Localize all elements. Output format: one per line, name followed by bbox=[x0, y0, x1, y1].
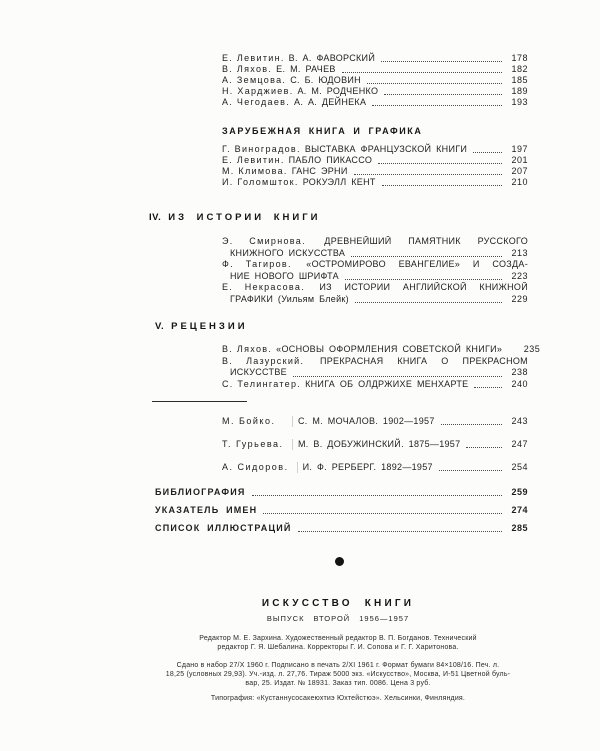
entry-author: М. Бойко. bbox=[222, 416, 276, 426]
entry-author: В. Ляхов. bbox=[222, 64, 273, 74]
subsection-heading-foreign-books: ЗАРУБЕЖНАЯ КНИГА И ГРАФИКА bbox=[222, 126, 423, 136]
toc-entry bbox=[222, 416, 528, 427]
colophon-editors-line-2: редактор Г. Я. Шебалина. Корректоры Г. И. Сопова и Г. Г. Харитонова. bbox=[217, 644, 459, 651]
toc-entry bbox=[222, 462, 528, 473]
entry-author: В. Лазурский. bbox=[222, 355, 305, 366]
entry-title: М. В. ДОБУЖИНСКИЙ. 1875—1957 bbox=[292, 439, 460, 450]
dot-leader bbox=[381, 61, 502, 62]
colophon-editors-line-1: Редактор М. Е. Зархина. Художественный редактор В. П. Богданов. Технический bbox=[199, 635, 477, 642]
colophon-print-line-2: 18,25 (условных 29,93). Уч.-изд. л. 27,76. Тираж 5000 экз. «Искусство», Москва, И-51 Цветной буль- bbox=[165, 671, 511, 678]
entry-page-number: 201 bbox=[511, 155, 528, 165]
entry-author: А. Сидоров. bbox=[222, 462, 289, 472]
entry-author: А. Чегодаев. bbox=[222, 97, 291, 107]
entry-title: Е. М. РАЧЕВ bbox=[276, 64, 336, 74]
toc-entry bbox=[222, 177, 528, 188]
toc-entry bbox=[222, 64, 528, 75]
entry-author: И. Голомшток. bbox=[222, 177, 299, 187]
dot-leader bbox=[441, 424, 502, 425]
entry-author: А. Земцова. bbox=[222, 75, 287, 85]
entry-page-number: 229 bbox=[511, 293, 528, 304]
entry-title: В. А. ФАВОРСКИЙ bbox=[288, 53, 376, 63]
toc-entry bbox=[222, 75, 528, 86]
backmatter-label: УКАЗАТЕЛЬ ИМЕН bbox=[155, 505, 258, 515]
section-heading-v bbox=[155, 321, 248, 332]
entry-page-number: 210 bbox=[511, 177, 528, 187]
toc-entry bbox=[155, 523, 528, 534]
toc-entry-twoline bbox=[222, 236, 528, 259]
entry-page-number: 193 bbox=[511, 97, 528, 107]
entry-first-line bbox=[222, 259, 528, 271]
separator-dot bbox=[335, 557, 344, 566]
entry-author: Н. Харджиев. bbox=[222, 86, 294, 96]
dot-leader bbox=[378, 163, 502, 164]
entry-title: ВЫСТАВКА ФРАНЦУЗСКОЙ КНИГИ bbox=[304, 144, 468, 154]
entry-page-number: 197 bbox=[511, 144, 528, 154]
entry-title: А. А. ДЕЙНЕКА bbox=[294, 97, 367, 107]
toc-entry-twoline bbox=[222, 356, 528, 379]
entry-title: С. М. МОЧАЛОВ. 1902—1957 bbox=[292, 416, 435, 427]
dot-leader bbox=[466, 447, 502, 448]
section-heading-iv bbox=[149, 212, 320, 223]
entry-page-number: 238 bbox=[511, 367, 528, 377]
dot-leader bbox=[355, 302, 502, 303]
entry-title: И. Ф. РЕРБЕРГ. 1892—1957 bbox=[297, 462, 433, 473]
toc-group-3 bbox=[222, 236, 528, 305]
entry-page-number: 235 bbox=[523, 344, 541, 354]
entry-first-line bbox=[222, 282, 528, 294]
entry-title: КНИГА ОБ ОЛДРЖИХЕ МЕНХАРТЕ bbox=[305, 378, 469, 389]
entry-first-line bbox=[222, 356, 528, 368]
colophon-editors bbox=[148, 634, 528, 652]
entry-first-line bbox=[222, 236, 528, 248]
entry-title: ДРЕВНЕЙШИЙ ПАМЯТНИК РУССКОГО bbox=[324, 236, 528, 246]
entry-second-line bbox=[222, 248, 528, 260]
dot-leader bbox=[372, 105, 502, 106]
entry-page-number: 240 bbox=[511, 378, 528, 389]
toc-entry bbox=[222, 86, 528, 97]
entry-title-continuation: ИСКУССТВЕ bbox=[230, 367, 287, 377]
entry-title-continuation: КНИЖНОГО ИСКУССТВА bbox=[230, 247, 346, 258]
entry-second-line bbox=[222, 271, 528, 283]
entry-author: Е. Некрасова. bbox=[222, 282, 305, 292]
entry-author: Е. Левитин. bbox=[222, 155, 285, 165]
entry-page-number: 207 bbox=[511, 166, 528, 176]
toc-entry bbox=[222, 155, 528, 166]
entry-page-number: 178 bbox=[511, 53, 528, 63]
entry-second-line bbox=[222, 294, 528, 306]
book-subtitle: ВЫПУСК ВТОРОЙ 1956—1957 bbox=[266, 614, 410, 623]
entry-title: РОКУЭЛЛ КЕНТ bbox=[302, 177, 376, 187]
entry-title: «ОСНОВЫ ОФОРМЛЕНИЯ СОВЕТСКОЙ КНИГИ» bbox=[276, 344, 503, 354]
entry-title-continuation: НИЕ НОВОГО ШРИФТА bbox=[230, 270, 339, 281]
toc-entry bbox=[222, 344, 541, 356]
entry-title: ГАНС ЭРНИ bbox=[291, 166, 348, 176]
dot-leader bbox=[252, 495, 502, 496]
entry-title: «ОСТРОМИРОВО ЕВАНГЕЛИЕ» И СОЗДА- bbox=[306, 259, 528, 269]
entry-page-number: 213 bbox=[511, 247, 528, 258]
backmatter-label: БИБЛИОГРАФИЯ bbox=[155, 487, 246, 497]
toc-entry-twoline bbox=[222, 282, 528, 305]
dot-leader bbox=[439, 470, 502, 471]
dot-leader bbox=[351, 256, 502, 257]
colophon-print-line-3: вар, 25. Издат. № 18931. Заказ тип. 0086. Цена 3 руб. bbox=[245, 680, 431, 687]
dot-leader bbox=[263, 513, 502, 514]
backmatter-label: СПИСОК ИЛЛЮСТРАЦИЙ bbox=[155, 523, 292, 533]
toc-entry bbox=[222, 166, 528, 177]
entry-page-number: 243 bbox=[511, 416, 528, 426]
entry-second-line bbox=[222, 367, 528, 379]
entry-title-continuation: ГРАФИКИ (Уильям Блейк) bbox=[230, 293, 349, 304]
dot-leader bbox=[474, 387, 502, 388]
toc-entry bbox=[222, 144, 528, 155]
entry-page-number: 285 bbox=[511, 523, 528, 533]
colophon-typography: Типография: «Кустаннусосакеюхтиэ Юхтейстюэ». Хельсинки, Финляндия. bbox=[210, 695, 466, 702]
entry-page-number: 259 bbox=[511, 487, 528, 497]
entry-author: М. Климова. bbox=[222, 166, 288, 176]
entry-author: Е. Левитин. bbox=[222, 53, 285, 63]
toc-entry bbox=[222, 97, 528, 108]
entry-title: А. М. РОДЧЕНКО bbox=[297, 86, 379, 96]
dot-leader bbox=[382, 185, 502, 186]
entry-author: В. Ляхов. bbox=[222, 344, 273, 354]
entry-author: Т. Гурьева. bbox=[222, 439, 284, 449]
toc-entry bbox=[155, 505, 528, 516]
entry-page-number: 185 bbox=[511, 75, 528, 85]
dot-leader bbox=[473, 152, 502, 153]
toc-backmatter bbox=[155, 487, 528, 541]
toc-entry bbox=[222, 439, 528, 450]
toc-group-1 bbox=[222, 53, 528, 108]
toc-entry bbox=[222, 379, 528, 391]
entry-page-number: 247 bbox=[511, 439, 528, 449]
toc-group-4 bbox=[222, 344, 541, 390]
toc-entry bbox=[155, 487, 528, 498]
section-label: РЕЦЕНЗИИ bbox=[171, 321, 248, 332]
toc-group-memorial bbox=[222, 416, 528, 485]
dot-leader bbox=[298, 531, 502, 532]
dot-leader bbox=[354, 174, 502, 175]
colophon-print-line-1: Сдано в набор 27/X 1960 г. Подписано в печать 2/XI 1961 г. Формат бумаги 84×108/16. Печ. л. bbox=[176, 662, 500, 669]
entry-page-number: 182 bbox=[511, 64, 528, 74]
section-label: ИЗ ИСТОРИИ КНИГИ bbox=[168, 212, 321, 223]
entry-title: ПРЕКРАСНАЯ КНИГА О ПРЕКРАСНОМ bbox=[319, 355, 528, 366]
entry-page-number: 254 bbox=[511, 462, 528, 472]
toc-entry bbox=[222, 53, 528, 64]
toc-entry-twoline bbox=[222, 259, 528, 282]
dot-leader bbox=[367, 83, 502, 84]
section-number: V. bbox=[155, 321, 165, 332]
entry-page-number: 189 bbox=[511, 86, 528, 96]
toc-group-2 bbox=[222, 144, 528, 188]
dot-leader bbox=[342, 72, 502, 73]
entry-page-number: 223 bbox=[511, 270, 528, 281]
entry-title: ИЗ ИСТОРИИ АНГЛИЙСКОЙ КНИЖНОЙ bbox=[319, 282, 528, 292]
dot-leader bbox=[293, 376, 502, 377]
divider-rule bbox=[152, 401, 247, 402]
entry-author: Ф. Тагиров. bbox=[222, 259, 292, 269]
book-title: ИСКУССТВО КНИГИ bbox=[261, 598, 415, 609]
dot-leader bbox=[384, 94, 502, 95]
entry-title: ПАБЛО ПИКАССО bbox=[288, 155, 373, 165]
entry-author: Э. Смирнова. bbox=[222, 236, 306, 246]
colophon-print-info bbox=[148, 661, 528, 688]
entry-author: Г. Виноградов. bbox=[222, 144, 301, 154]
dot-leader bbox=[345, 279, 502, 280]
section-number: IV. bbox=[149, 212, 162, 223]
entry-title: С. Б. ЮДОВИН bbox=[290, 75, 361, 85]
entry-page-number: 274 bbox=[511, 505, 528, 515]
entry-author: С. Телингатер. bbox=[222, 378, 302, 389]
